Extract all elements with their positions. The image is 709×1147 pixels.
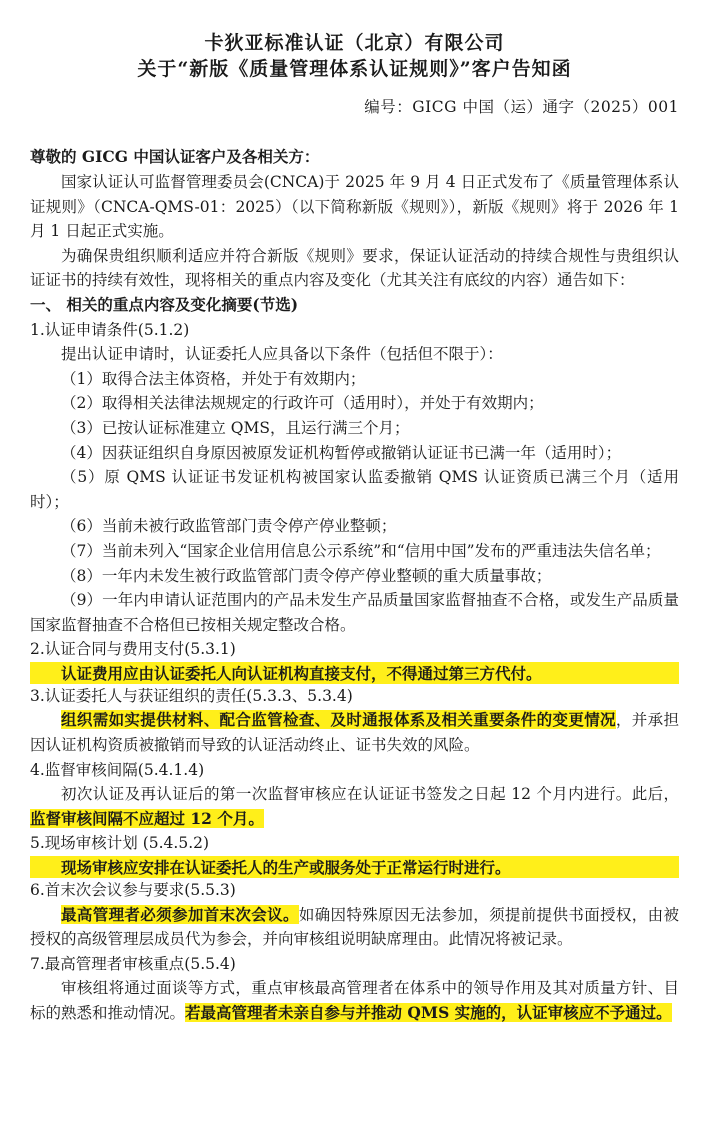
subsection-4-text: 初次认证及再认证后的第一次监督审核应在认证证书签发之日起 12 个月内进行。此后， <box>61 785 679 804</box>
condition-item: （8）一年内未发生被行政监管部门责令停产停业整顿的重大质量事故； <box>61 566 552 585</box>
subsection-7-body <box>30 976 679 1025</box>
salutation: 尊敬的 GICG 中国认证客户及各相关方： <box>30 147 320 166</box>
subsection-1-lead: 提出认证申请时，认证委托人应具备以下条件（包括但不限于）： <box>61 345 503 364</box>
company-title: 卡狄亚标准认证（北京）有限公司 <box>204 32 505 54</box>
condition-item: （9）一年内申请认证范围内的产品未发生产品质量国家监督抽查不合格，或发生产品质量国家监督抽查不合格但已按相关规定整改合格。 <box>30 591 679 634</box>
subsection-2-heading: 2.认证合同与费用支付(5.3.1) <box>30 640 236 659</box>
condition-item: （1）取得合法主体资格，并处于有效期内； <box>61 369 366 388</box>
condition-item: （7）当前未列入“国家企业信用信息公示系统”和“信用中国”发布的严重违法失信名单； <box>61 541 661 560</box>
subsection-6-heading: 6.首末次会议参与要求(5.5.3) <box>30 881 236 900</box>
subsection-4-heading: 4.监督审核间隔(5.4.1.4) <box>30 760 205 779</box>
subsection-3-rest: ，并承担因认证机构资质被撤销而导致的认证活动终止、证书失效的风险。 <box>30 711 679 755</box>
subsection-2-highlight: 认证费用应由认证委托人向认证机构直接支付，不得通过第三方代付。 <box>30 662 679 684</box>
subsection-4-body <box>30 782 679 831</box>
condition-item: （5）原 QMS 认证证书发证机构被国家认监委撤销 QMS 认证资质已满三个月（适用时）； <box>30 468 679 511</box>
subsection-6-body <box>30 903 679 952</box>
condition-item: （4）因获证组织自身原因被原发证机构暂停或撤销认证证书已满一年（适用时）； <box>61 443 622 462</box>
subsection-5-highlight: 现场审核应安排在认证委托人的生产或服务处于正常运行时进行。 <box>30 856 679 878</box>
intro-paragraph-2: 为确保贵组织顺利适应并符合新版《规则》要求，保证认证活动的持续合规性与贵组织认证证书的持续有效性，现将相关的重点内容及变化（尤其关注有底纹的内容）通告如下： <box>30 246 679 290</box>
subsection-3-highlight: 组织需如实提供材料、配合监管检查、及时通报体系及相关重要条件的变更情况 <box>61 710 616 730</box>
subsection-6-highlight: 最高管理者必须参加首末次会议。 <box>61 904 299 924</box>
subsection-1-heading: 1.认证申请条件(5.1.2) <box>30 320 190 339</box>
subsection-6-rest: 如确因特殊原因无法参加，须提前提供书面授权，由被授权的高级管理层成员代为参会，并向审核组说明缺席理由。此情况将被记录。 <box>30 905 679 949</box>
subsection-7-heading: 7.最高管理者审核重点(5.5.4) <box>30 954 236 973</box>
notice-title: 关于“新版《质量管理体系认证规则》”客户告知函 <box>137 58 572 80</box>
subsection-5-heading: 5.现场审核计划 (5.4.5.2) <box>30 834 210 853</box>
section-heading: 一、 相关的重点内容及变化摘要(节选) <box>30 294 299 314</box>
subsection-7-highlight: 若最高管理者未亲自参与并推动 QMS 实施的，认证审核应不予通过。 <box>185 1003 672 1022</box>
condition-item: （3）已按认证标准建立 QMS，且运行满三个月； <box>61 418 410 437</box>
condition-item: （2）取得相关法律法规规定的行政许可（适用时），并处于有效期内； <box>61 394 544 413</box>
document-number: 编号：GICG 中国（运）通字（2025）001 <box>364 98 679 116</box>
condition-item: （6）当前未被行政监管部门责令停产停业整顿； <box>61 517 397 536</box>
subsection-7-text: 审核组将通过面谈等方式，重点审核最高管理者在体系中的领导作用及其对质量方针、目标的熟悉和推动情况。 <box>30 979 679 1022</box>
subsection-3-body <box>30 708 679 757</box>
subsection-4-highlight: 监督审核间隔不应超过 12 个月。 <box>30 808 264 828</box>
intro-paragraph-1: 国家认证认可监督管理委员会(CNCA)于 2025 年 9 月 4 日正式发布了《质量管理体系认证规则》（CNCA-QMS-01：2025）（以下简称新版《规则》），新版《规则》将于 2026 年 1 月 1 日起正式实施。 <box>30 173 679 241</box>
subsection-3-heading: 3.认证委托人与获证组织的责任(5.3.3、5.3.4) <box>30 686 353 705</box>
